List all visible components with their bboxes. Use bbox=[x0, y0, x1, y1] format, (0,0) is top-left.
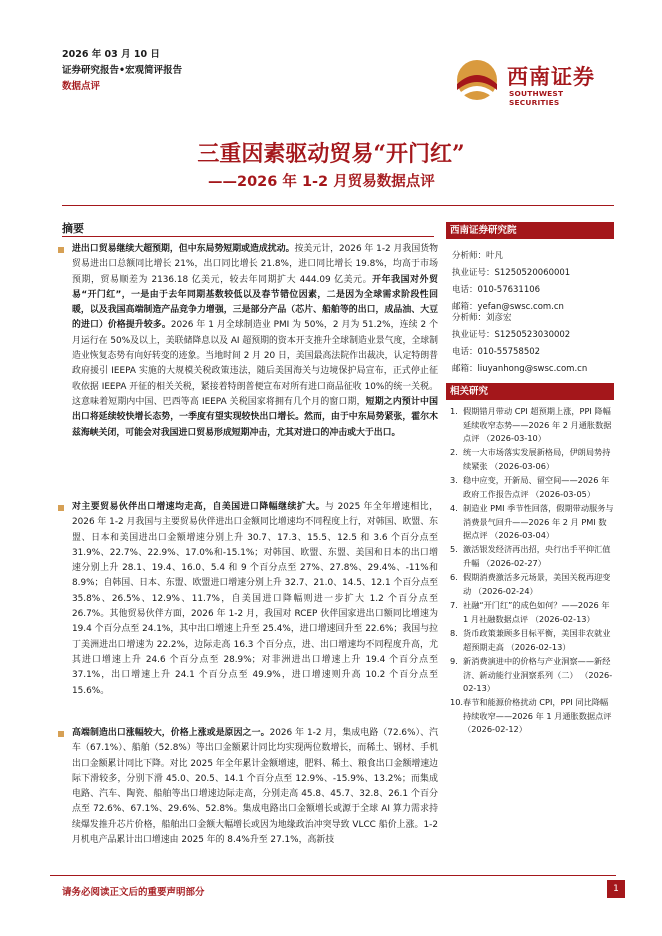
related-item[interactable]: 8. 货币政策兼顾多目标平衡，美国非农就业超预期走高 （2026-02-13） bbox=[450, 628, 611, 652]
related-item[interactable]: 1. 假期错月带动 CPI 超预期上涨，PPI 降幅延续收窄态势——2026 年 2 月通胀数据点评 （2026-03-10） bbox=[450, 406, 612, 443]
analyst-1 bbox=[452, 248, 570, 316]
institute-banner: 西南证券研究院 bbox=[446, 222, 614, 239]
bullet-icon bbox=[58, 247, 64, 253]
footer-disclaimer: 请务必阅读正文后的重要声明部分 bbox=[62, 887, 205, 898]
paragraph-3-lead: 高端制造出口涨幅较大，价格上涨或是原因之一。 bbox=[72, 728, 270, 738]
page-number: 1 bbox=[607, 880, 625, 898]
analyst-2-name: 分析师：刘彦宏 bbox=[452, 313, 512, 323]
related-item[interactable]: 9. 新消费演进中的价格与产业洞察——新经济、新动能行业洞察系列（二） （2026-02-13） bbox=[450, 656, 613, 693]
paragraph-1-lead: 进出口贸易继续大超预期，但中东局势短期或造成扰动。 bbox=[72, 244, 295, 254]
related-item[interactable]: 2. 统一大市场落实发展新格局，伊朗局势持续紧张 （2026-03-06） bbox=[450, 447, 611, 471]
abstract-divider bbox=[62, 236, 434, 237]
logo-emblem-icon bbox=[453, 58, 503, 102]
paragraph-1-a: 按美元计，2026 年 1-2 月我国货物贸易进出口总额同比增长 21%，出口同比增长 21.8%，进口同比增长 19.8%，均高于市场预期，贸易顺差为 2136.18 亿美元，较去年同期扩大 444.09 亿美元。 bbox=[72, 244, 438, 285]
analyst-2 bbox=[452, 310, 587, 378]
related-heading: 相关研究 bbox=[446, 383, 614, 400]
related-item[interactable]: 3. 稳中应变，开新局、留空间——2026 年政府工作报告点评 （2026-03-05） bbox=[450, 475, 610, 499]
report-date: 2026 年 03 月 10 日 bbox=[62, 49, 160, 60]
abstract-paragraph-2 bbox=[60, 500, 438, 699]
bullet-icon bbox=[58, 505, 64, 511]
paragraph-1-c: 2026 年 1 月全球制造业 PMI 为 50%，2 月为 51.2%，连续 2 个月运行在 50%及以上，美联储降息以及 AI 超预期的资本开支推升全球制造业景气度，全球制造业恢复态势有向好转变的迹象。当地时间 2 月 20 日，美国最高法院作出裁决，认定特朗普政府援引 IEEPA 实施的大规模关税政策违法，随后美国海关与边境保护局宣布，正式停止征收依据 IEEPA 开征的相关关税，紧接着特朗普便宣布对所有进口商品征收 10%的统一关税。这意味着短期内中国、巴西等高 IEEPA 关税国家将拥有几个月的窗口期， bbox=[72, 320, 438, 407]
logo-cn: 西南证券 bbox=[507, 64, 595, 89]
paragraph-1-d: 短期之内预计中国出口将延续较快增长态势，一季度有望实现较快出口增长。然而，由于中东局势紧张，霍尔木兹海峡关闭，可能会对我国进口贸易形成短期冲击，尤其对进口的冲击或大于出口。 bbox=[72, 396, 438, 438]
paragraph-2-lead: 对主要贸易伙伴出口增速均走高，自美国进口降幅继续扩大。 bbox=[72, 502, 325, 512]
page-subtitle: ——2026 年 1-2 月贸易数据点评 bbox=[208, 174, 435, 190]
paragraph-1-b: 开年我国对外贸易“开门红”，一是由于去年同期基数较低以及春节错位因素，二是因为全球需求阶段性回暖，以及我国高端制造产品竞争力增强，三是部分产品（芯片、船舶等的出口，成品油、大豆的进口）价格提升较多。 bbox=[72, 274, 438, 331]
related-item[interactable]: 10. 春节和能源价格扰动 CPI，PPI 同比降幅持续收窄——2026 年 1 月通胀数据点评 （2026-02-12） bbox=[450, 697, 612, 734]
page-title: 三重因素驱动贸易“开门红” bbox=[197, 141, 465, 167]
analyst-2-cert: 执业证号：S1250523030002 bbox=[452, 330, 571, 340]
analyst-1-cert: 执业证号：S1250520060001 bbox=[452, 268, 571, 278]
bullet-icon bbox=[58, 731, 64, 737]
paragraph-2-a: 与 2025 年全年增速相比，2026 年 1-2 月我国与主要贸易伙伴进出口金额同比增速均不同程度上行，对韩国、欧盟、东盟、日本和美国进出口金额增速分别上升 30.7、17.3、15.5、12.5 和 3.6 个百分点至 31.9%、22.7%、22.9%、17.0%和-15.1%；对韩国、欧盟、东盟、美国和日本的出口增速分别上升 28.1、19.4、16.0、5.4 和 9 个百分点至 27%、27.8%、29.4%、-11%和 8.9%；自韩国、日本、东盟、欧盟进口增速分别上升 32.7、21.0、14.5、12.1 个百分点至 35.8%、26.5%、12.9%、11.7%，自美国进口降幅则进一步扩大 1.2 个百分点至 26.7%。其他贸易伙伴方面，2026 年 1-2 月，我国对 RCEP 伙伴国家进出口额同比增速为 19.4 个百分点至 24.1%，其中出口增速上升至 25.4%，进口增速回升至 22.6%；我国与拉丁美洲进出口增速为 22.2%，边际走高 16.3 个百分点，进、出口增速均不同程度升高，尤其进口增速上升 24.6 个百分点至 28.9%；对非洲进出口增速上升 19.4 个百分点至 37.1%，出口增速上升 24.1 个百分点至 49.9%，进口增速则升高 10.2 个百分点至 15.6%。 bbox=[72, 502, 438, 696]
report-type: 证券研究报告•宏观简评报告 bbox=[62, 65, 183, 76]
related-item[interactable]: 7. 社融“开门红”的成色如何？——2026 年 1 月社融数据点评 （2026-02-13） bbox=[450, 600, 610, 624]
company-logo bbox=[453, 58, 613, 107]
analyst-1-tel: 电话：010-57631106 bbox=[452, 285, 541, 295]
analyst-2-mail[interactable]: 邮箱：liuyanhong@swsc.com.cn bbox=[452, 364, 588, 374]
report-category: 数据点评 bbox=[62, 81, 101, 92]
abstract-paragraph-3 bbox=[60, 726, 438, 848]
report-meta bbox=[62, 47, 182, 95]
logo-en: SOUTHWEST SECURITIES bbox=[509, 89, 564, 107]
abstract-paragraph-1 bbox=[60, 242, 438, 441]
header-divider bbox=[62, 205, 614, 206]
analyst-2-tel: 电话：010-55758502 bbox=[452, 347, 541, 357]
analyst-1-name: 分析师：叶凡 bbox=[452, 251, 504, 261]
footer-divider bbox=[50, 875, 616, 876]
abstract-heading: 摘要 bbox=[62, 222, 84, 235]
related-item[interactable]: 6. 假期消费激活多元场景，美国关税再迎变动 （2026-02-24） bbox=[450, 572, 611, 596]
analyst-1-mail[interactable]: 邮箱：yefan@swsc.com.cn bbox=[452, 302, 564, 312]
related-item[interactable]: 5. 激活银发经济再出招，央行出手平抑汇值升幅 （2026-02-27） bbox=[450, 544, 611, 568]
related-item[interactable]: 4. 制造业 PMI 季节性回落，假期带动服务与消费景气回升——2026 年 2 月 PMI 数据点评 （2026-03-04） bbox=[450, 503, 614, 540]
paragraph-3-a: 2026 年 1-2 月，集成电路（72.6%）、汽车（67.1%）、船舶（52.8%）等出口金额累计同比均实现两位数增长，而稀土、钢材、手机出口金额累计同比下降。对比 2025 年全年累计金额增速，肥料、稀土、粮食出口金额增速边际下滑较多，分别下滑 45.0、20.5、14.1 个百分点至 12.9%、-15.9%、13.2%；而集成电路、汽车、陶瓷、船舶等出口增速边际走高，分别走高 45.8、45.7、32.8、26.1 个百分点至 72.6%、67.1%、29.6%、52.8%。集成电路出口金额增长或源于全球 AI 算力需求持续爆发推升芯片价格，船舶出口金额大幅增长或因为地缘政治冲突导致 VLCC 船价上涨。1-2 月机电产品累计出口增速由 2025 年的 8.4%升至 27.1%，高新技 bbox=[72, 728, 439, 846]
